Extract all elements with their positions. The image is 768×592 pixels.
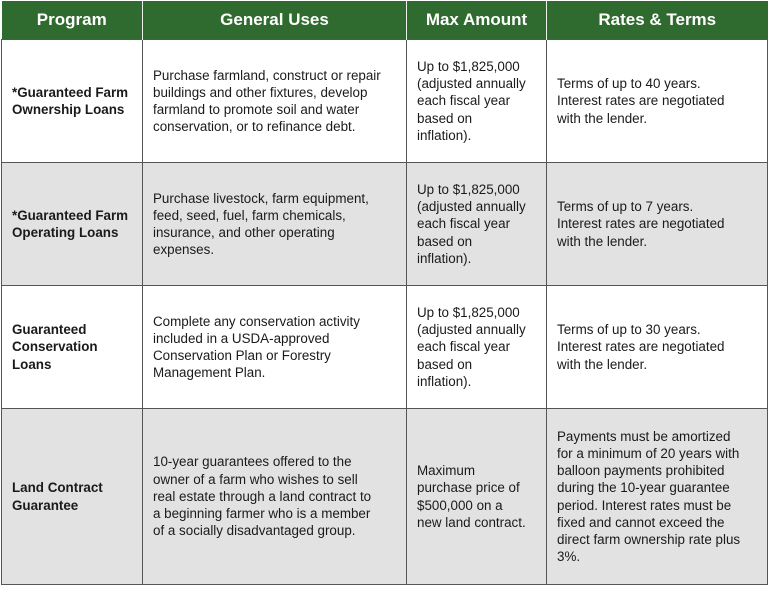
uses-cell [143, 409, 407, 585]
header-program: Program [2, 1, 143, 40]
program-name: *Guaranteed Farm Operating Loans [12, 207, 129, 240]
header-rates-terms: Rates & Terms [547, 1, 768, 40]
loan-programs-table [1, 1, 768, 585]
program-cell [2, 409, 143, 585]
amount-text: Up to $1,825,000 (adjusted annually each fiscal year based on inflation). [417, 58, 526, 143]
amount-text: Up to $1,825,000 (adjusted annually each fiscal year based on inflation). [417, 181, 526, 266]
table-row [2, 163, 768, 286]
uses-text: Purchase livestock, farm equipment, feed, seed, fuel, farm chemicals, insurance, and other operating expenses. [153, 190, 369, 258]
rates-text: Terms of up to 30 years. Interest rates are negotiated with the lender. [557, 322, 725, 372]
program-cell [2, 286, 143, 409]
rates-text: Terms of up to 40 years. Interest rates are negotiated with the lender. [557, 76, 725, 126]
table-row [2, 409, 768, 585]
uses-cell [143, 40, 407, 163]
program-name: Guaranteed Conservation Loans [12, 322, 98, 372]
rates-cell [547, 409, 768, 585]
program-cell [2, 163, 143, 286]
program-name: Land Contract Guarantee [12, 480, 103, 513]
uses-text: Purchase farmland, construct or repair buildings and other fixtures, develop farmland to promote soil and water conservation, or to refinance debt. [153, 67, 381, 135]
uses-text: Complete any conservation activity included in a USDA-approved Conservation Plan or Forestry Management Plan. [153, 313, 360, 381]
header-row [2, 1, 768, 40]
header-max-amount: Max Amount [407, 1, 547, 40]
table-row [2, 286, 768, 409]
rates-cell [547, 286, 768, 409]
rates-text: Payments must be amortized for a minimum of 20 years with balloon payments prohibited during the 10-year guarantee period. Interest rates must be fixed and cannot exceed the direct farm ownership rate plus 3%. [557, 428, 741, 565]
table-row [2, 40, 768, 163]
rates-text: Terms of up to 7 years. Interest rates are negotiated with the lender. [557, 199, 725, 249]
uses-text: 10-year guarantees offered to the owner of a farm who wishes to sell real estate through a land contract to a beginning farmer who is a member of a socially disadvantaged group. [153, 454, 372, 539]
uses-cell [143, 163, 407, 286]
program-cell [2, 40, 143, 163]
amount-cell [407, 40, 547, 163]
amount-cell [407, 163, 547, 286]
uses-cell [143, 286, 407, 409]
amount-text: Maximum purchase price of $500,000 on a new land contract. [417, 463, 526, 530]
amount-cell [407, 286, 547, 409]
amount-text: Up to $1,825,000 (adjusted annually each fiscal year based on inflation). [417, 304, 526, 389]
amount-cell [407, 409, 547, 585]
header-general-uses: General Uses [143, 1, 407, 40]
rates-cell [547, 40, 768, 163]
rates-cell [547, 163, 768, 286]
program-name: *Guaranteed Farm Ownership Loans [12, 84, 129, 117]
loan-programs-table-wrapper [1, 1, 767, 591]
